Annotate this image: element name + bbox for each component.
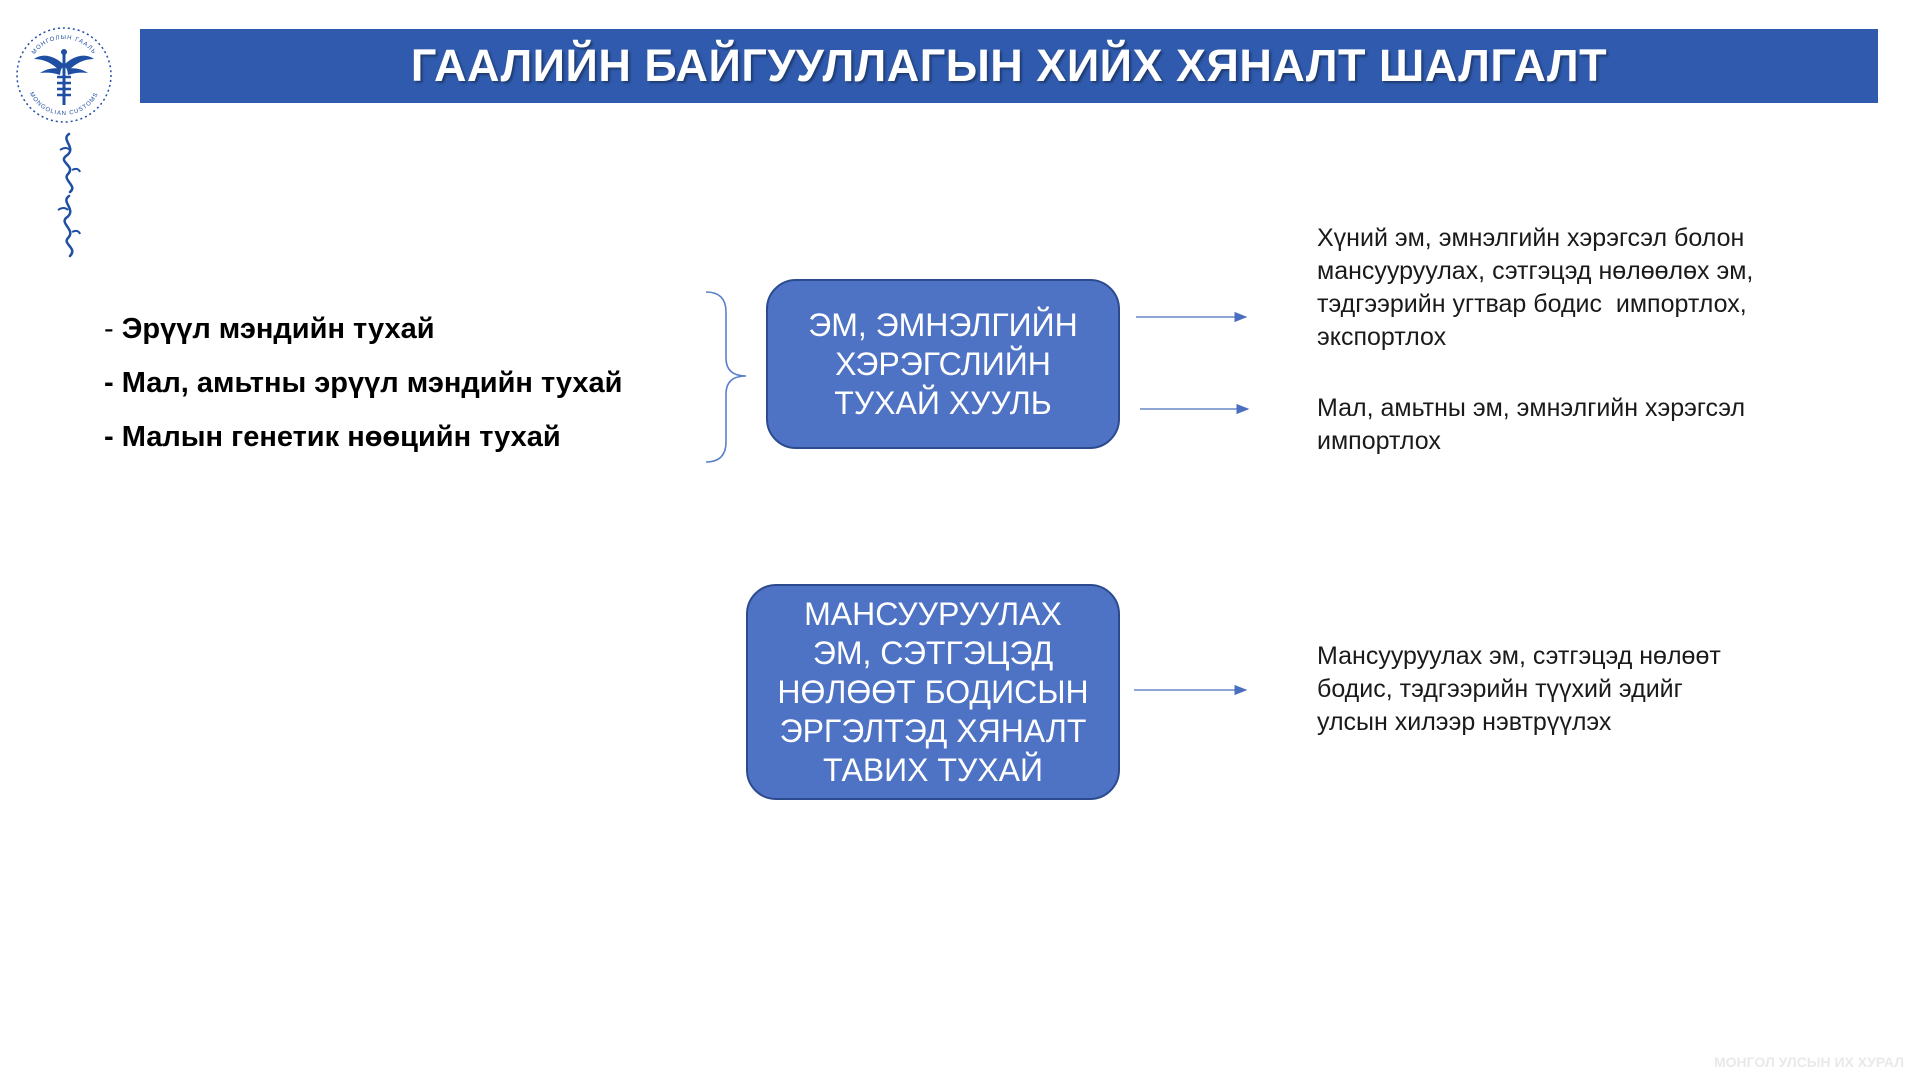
desc-line: импортлох bbox=[1317, 427, 1441, 455]
desc-line: Мал, амьтны эм, эмнэлгийн хэрэгсэл bbox=[1317, 394, 1746, 422]
desc-line: мансууруулах, сэтгэцэд нөлөөлөх эм, bbox=[1317, 257, 1754, 285]
medicine-law-box bbox=[766, 279, 1120, 449]
box-line: ХЭРЭГСЛИЙН bbox=[835, 345, 1051, 382]
box-line: ЭМ, ЭМНЭЛГИЙН bbox=[808, 306, 1078, 343]
desc-line: улсын хилээр нэвтрүүлэх bbox=[1317, 708, 1612, 736]
logo-bottom-text: MONGOLIAN CUSTOMS bbox=[27, 91, 101, 118]
logo-top-text: МОНГОЛЫН ГААЛЬ bbox=[31, 34, 97, 56]
list-dash: - bbox=[104, 313, 122, 345]
narcotics-law-box bbox=[746, 584, 1120, 800]
page-title: ГААЛИЙН БАЙГУУЛЛАГЫН ХИЙХ ХЯНАЛТ ШАЛГАЛТ bbox=[410, 40, 1608, 91]
desc-line: бодис, тэдгээрийн түүхий эдийг bbox=[1317, 675, 1683, 703]
box-line: ЭРГЭЛТЭД ХЯНАЛТ bbox=[779, 712, 1087, 749]
law-name: Мал, амьтны эрүүл мэндийн тухай bbox=[121, 367, 623, 399]
desc-line: экспортлох bbox=[1317, 323, 1447, 351]
box-line: НӨЛӨӨТ БОДИСЫН bbox=[777, 673, 1089, 710]
list-dash: - bbox=[104, 367, 122, 399]
animal-medicine-description bbox=[1317, 392, 1857, 458]
law-name: Малын генетик нөөцийн тухай bbox=[121, 421, 561, 453]
list-dash: - bbox=[104, 421, 122, 453]
right-curly-brace bbox=[706, 292, 746, 462]
desc-line: тэдгээрийн угтвар бодис импортлох, bbox=[1317, 290, 1747, 318]
desc-line: Мансууруулах эм, сэтгэцэд нөлөөт bbox=[1317, 642, 1721, 670]
box-line: ТУХАЙ ХУУЛЬ bbox=[834, 384, 1052, 421]
box-line: ТАВИХ ТУХАЙ bbox=[823, 751, 1043, 788]
narcotics-description bbox=[1317, 640, 1857, 739]
box-line: ЭМ, СЭТГЭЦЭД bbox=[812, 634, 1054, 671]
human-medicine-description bbox=[1317, 222, 1857, 354]
watermark: МОНГОЛ УЛСЫН ИХ ХУРАЛ bbox=[1714, 1054, 1905, 1070]
box-line: МАНСУУРУУЛАХ bbox=[804, 595, 1062, 632]
law-name: Эрүүл мэндийн тухай bbox=[121, 313, 435, 345]
desc-line: Хүний эм, эмнэлгийн хэрэгсэл болон bbox=[1317, 224, 1745, 252]
